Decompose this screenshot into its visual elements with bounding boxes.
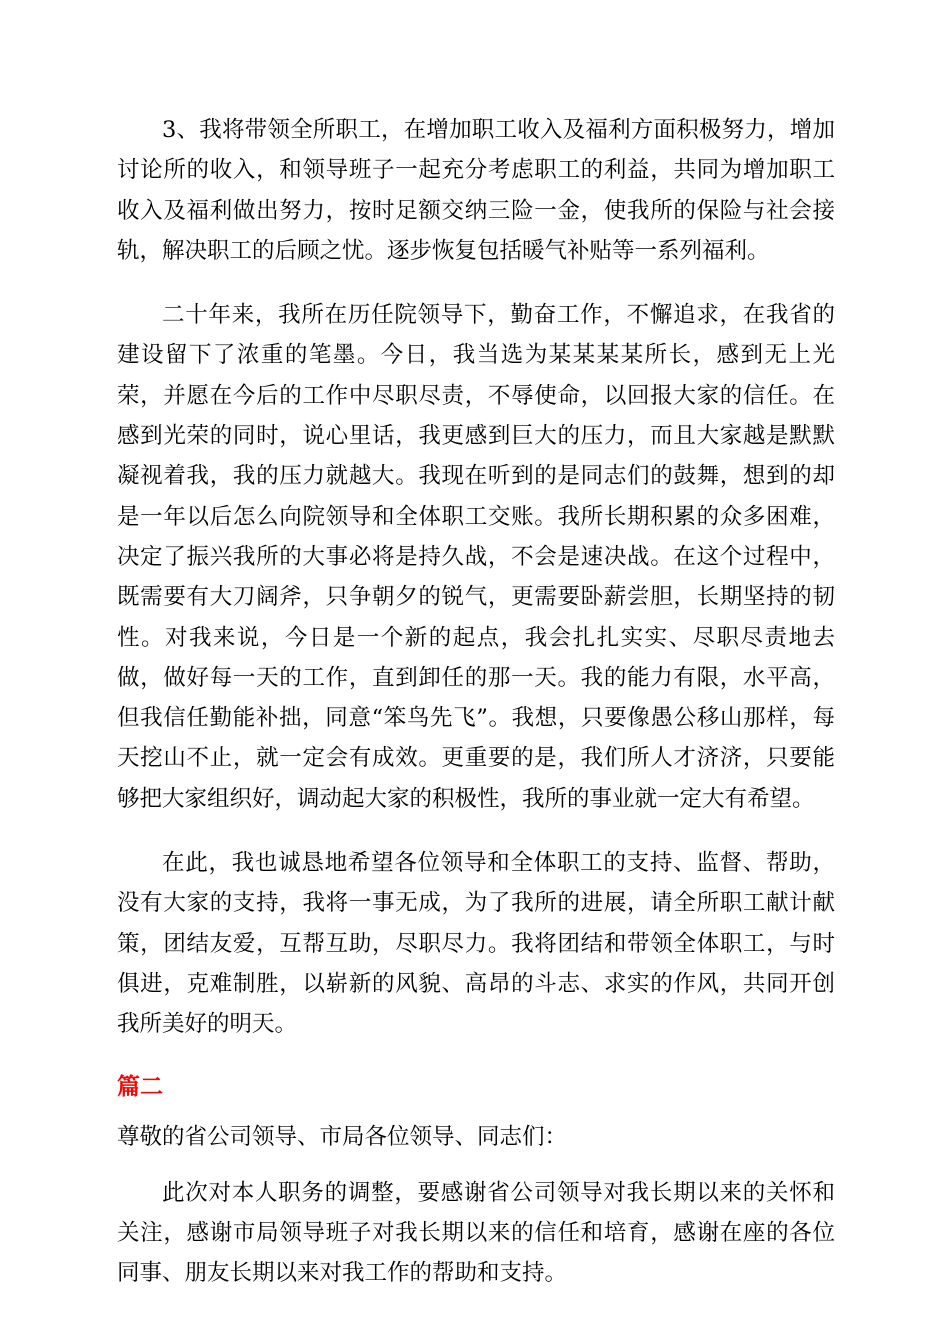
paragraph-gap xyxy=(117,1045,835,1069)
paragraph-welfare: 3、我将带领全所职工，在增加职工收入及福利方面积极努力，增加讨论所的收入，和领导班子一起充分考虑职工的利益，共同为增加职工收入及福利做出努力，按时足额交纳三险一金，使我所的保险与社会接轨，解决职工的后顾之忧。逐步恢复包括暖气补贴等一系列福利。 xyxy=(117,117,835,264)
section-heading: 篇二 xyxy=(117,1072,163,1100)
paragraph-appeal: 在此，我也诚恳地希望各位领导和全体职工的支持、监督、帮助，没有大家的支持，我将一事无成，为了我所的进展，请全所职工献计献策，团结友爱，互帮互助，尽职尽力。我将团结和带领全体职工，与时俱进，克难制胜，以崭新的风貌、高昂的斗志、求实的作风，共同开创我所美好的明天。 xyxy=(117,850,835,1038)
paragraph-gap xyxy=(117,1157,835,1173)
paragraph-gap xyxy=(117,271,835,295)
salutation: 尊敬的省公司领导、市局各位领导、同志们： xyxy=(117,1123,568,1150)
paragraph-thanks: 此次对本人职务的调整，要感谢省公司领导对我长期以来的关怀和关注，感谢市局领导班子对我长期以来的信任和培育，感谢在座的各位同事、朋友长期以来对我工作的帮助和支持。 xyxy=(117,1179,835,1287)
heading-gap xyxy=(117,1105,835,1117)
paragraph-gap xyxy=(117,819,835,843)
document-body xyxy=(117,110,835,1294)
paragraph-twenty-years: 二十年来，我所在历任院领导下，勤奋工作，不懈追求，在我省的建设留下了浓重的笔墨。今日，我当选为某某某某所长，感到无上光荣，并愿在今后的工作中尽职尽责，不辱使命，以回报大家的信任。在感到光荣的同时，说心里话，我更感到巨大的压力，而且大家越是默默凝视着我，我的压力就越大。我现在听到的是同志们的鼓舞，想到的却是一年以后怎么向院领导和全体职工交账。我所长期积累的众多困难，决定了振兴我所的大事必将是持久战，不会是速决战。在这个过程中，既需要有大刀阔斧，只争朝夕的锐气，更需要卧薪尝胆，长期坚持的韧性。对我来说，今日是一个新的起点，我会扎扎实实、尽职尽责地去做，做好每一天的工作，直到卸任的那一天。我的能力有限，水平高，但我信任勤能补拙，同意“笨鸟先飞”。我想，只要像愚公移山那样，每天挖山不止，就一定会有成效。更重要的是，我们所人才济济，只要能够把大家组织好，调动起大家的积极性，我所的事业就一定大有希望。 xyxy=(117,302,835,812)
